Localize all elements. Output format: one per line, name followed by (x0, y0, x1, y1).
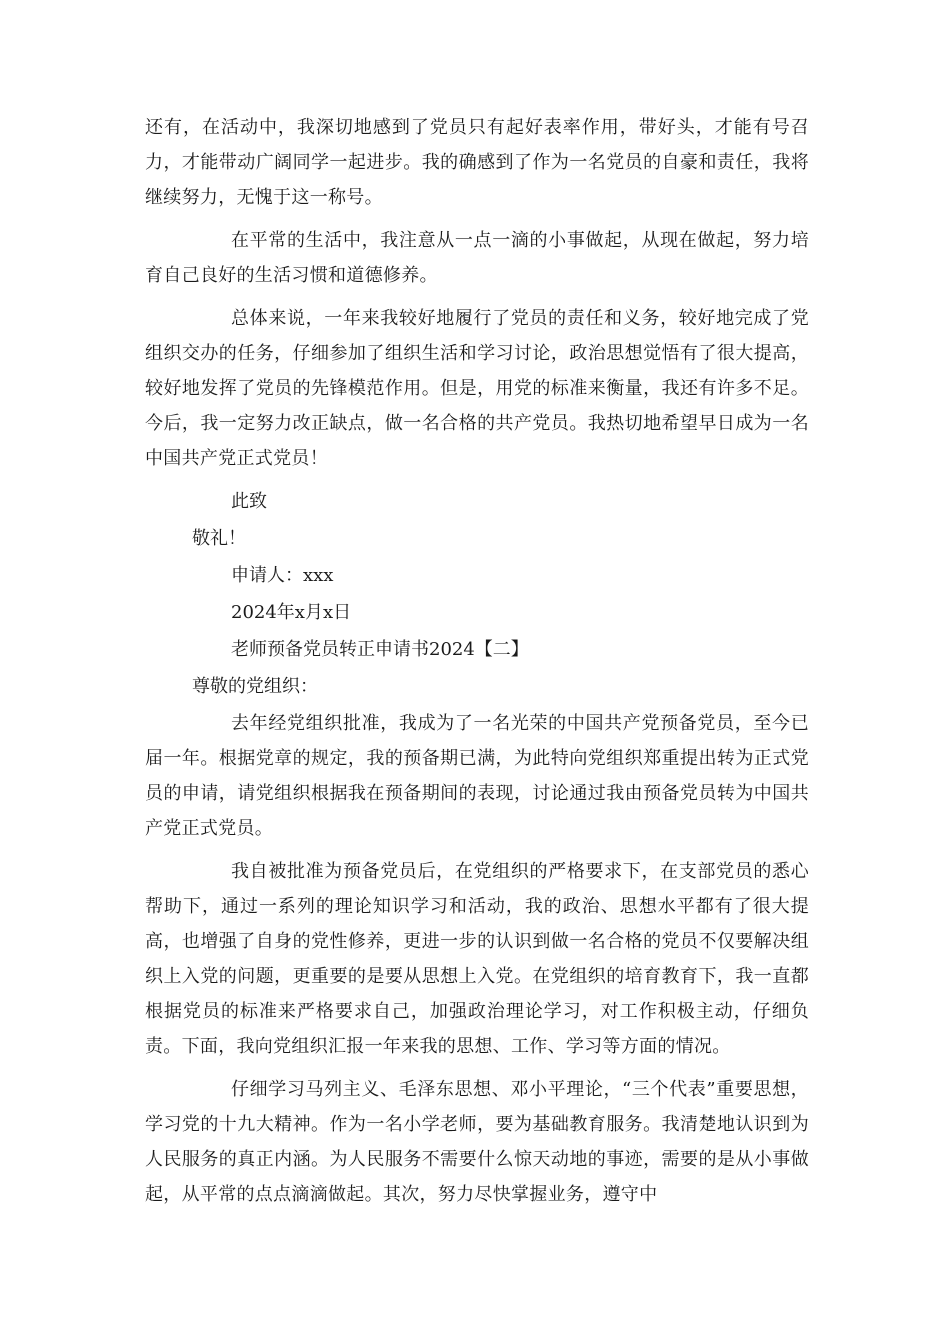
paragraph-intro: 去年经党组织批准，我成为了一名光荣的中国共产党预备党员，至今已届一年。根据党章的规定，我的预备期已满，为此特向党组织郑重提出转为正式党员的申请，请党组织根据我在预备期间的表现，讨论通过我由预备党员转为中国共产党正式党员。 (145, 713, 809, 839)
document-body (145, 110, 809, 1220)
paragraph-progress: 我自被批准为预备党员后，在党组织的严格要求下，在支部党员的悉心帮助下，通过一系列的理论知识学习和活动，我的政治、思想水平都有了很大提高，也增强了自身的党性修养，更进一步的认识到做一名合格的党员不仅要解决组织上入党的问题，更重要的是要从思想上入党。在党组织的培育教育下，我一直都根据党员的标准来严格要求自己，加强政治理论学习，对工作积极主动，仔细负责。下面，我向党组织汇报一年来我的思想、工作、学习等方面的情况。 (145, 861, 809, 1057)
paragraph-daily-life: 在平常的生活中，我注意从一点一滴的小事做起，从现在做起，努力培育自己良好的生活习惯和道德修养。 (145, 230, 809, 286)
greeting: 尊敬的党组织： (192, 676, 318, 697)
paragraph-study: 仔细学习马列主义、毛泽东思想、邓小平理论，“三个代表”重要思想，学习党的十九大精神。作为一名小学老师，要为基础教育服务。我清楚地认识到为人民服务的真正内涵。为人民服务不需要什么惊天动地的事迹，需要的是从小事做起，从平常的点点滴滴做起。其次，努力尽快掌握业务，遵守中 (145, 1079, 809, 1205)
closing-respect: 敬礼！ (192, 528, 246, 549)
applicant-name: 申请人：xxx (231, 565, 334, 586)
paragraph-summary: 总体来说，一年来我较好地履行了党员的责任和义务，较好地完成了党组织交办的任务，仔细参加了组织生活和学习讨论，政治思想觉悟有了很大提高，较好地发挥了党员的先锋模范作用。但是，用党的标准来衡量，我还有许多不足。今后，我一定努力改正缺点，做一名合格的共产党员。我热切地希望早日成为一名中国共产党正式党员！ (145, 308, 809, 469)
application-date: 2024年x月x日 (231, 602, 352, 623)
closing-salutation: 此致 (231, 491, 267, 512)
section-title: 老师预备党员转正申请书2024【二】 (231, 639, 529, 660)
paragraph-activity: 还有，在活动中，我深切地感到了党员只有起好表率作用，带好头，才能有号召力，才能带动广阔同学一起进步。我的确感到了作为一名党员的自豪和责任，我将继续努力，无愧于这一称号。 (145, 117, 809, 208)
